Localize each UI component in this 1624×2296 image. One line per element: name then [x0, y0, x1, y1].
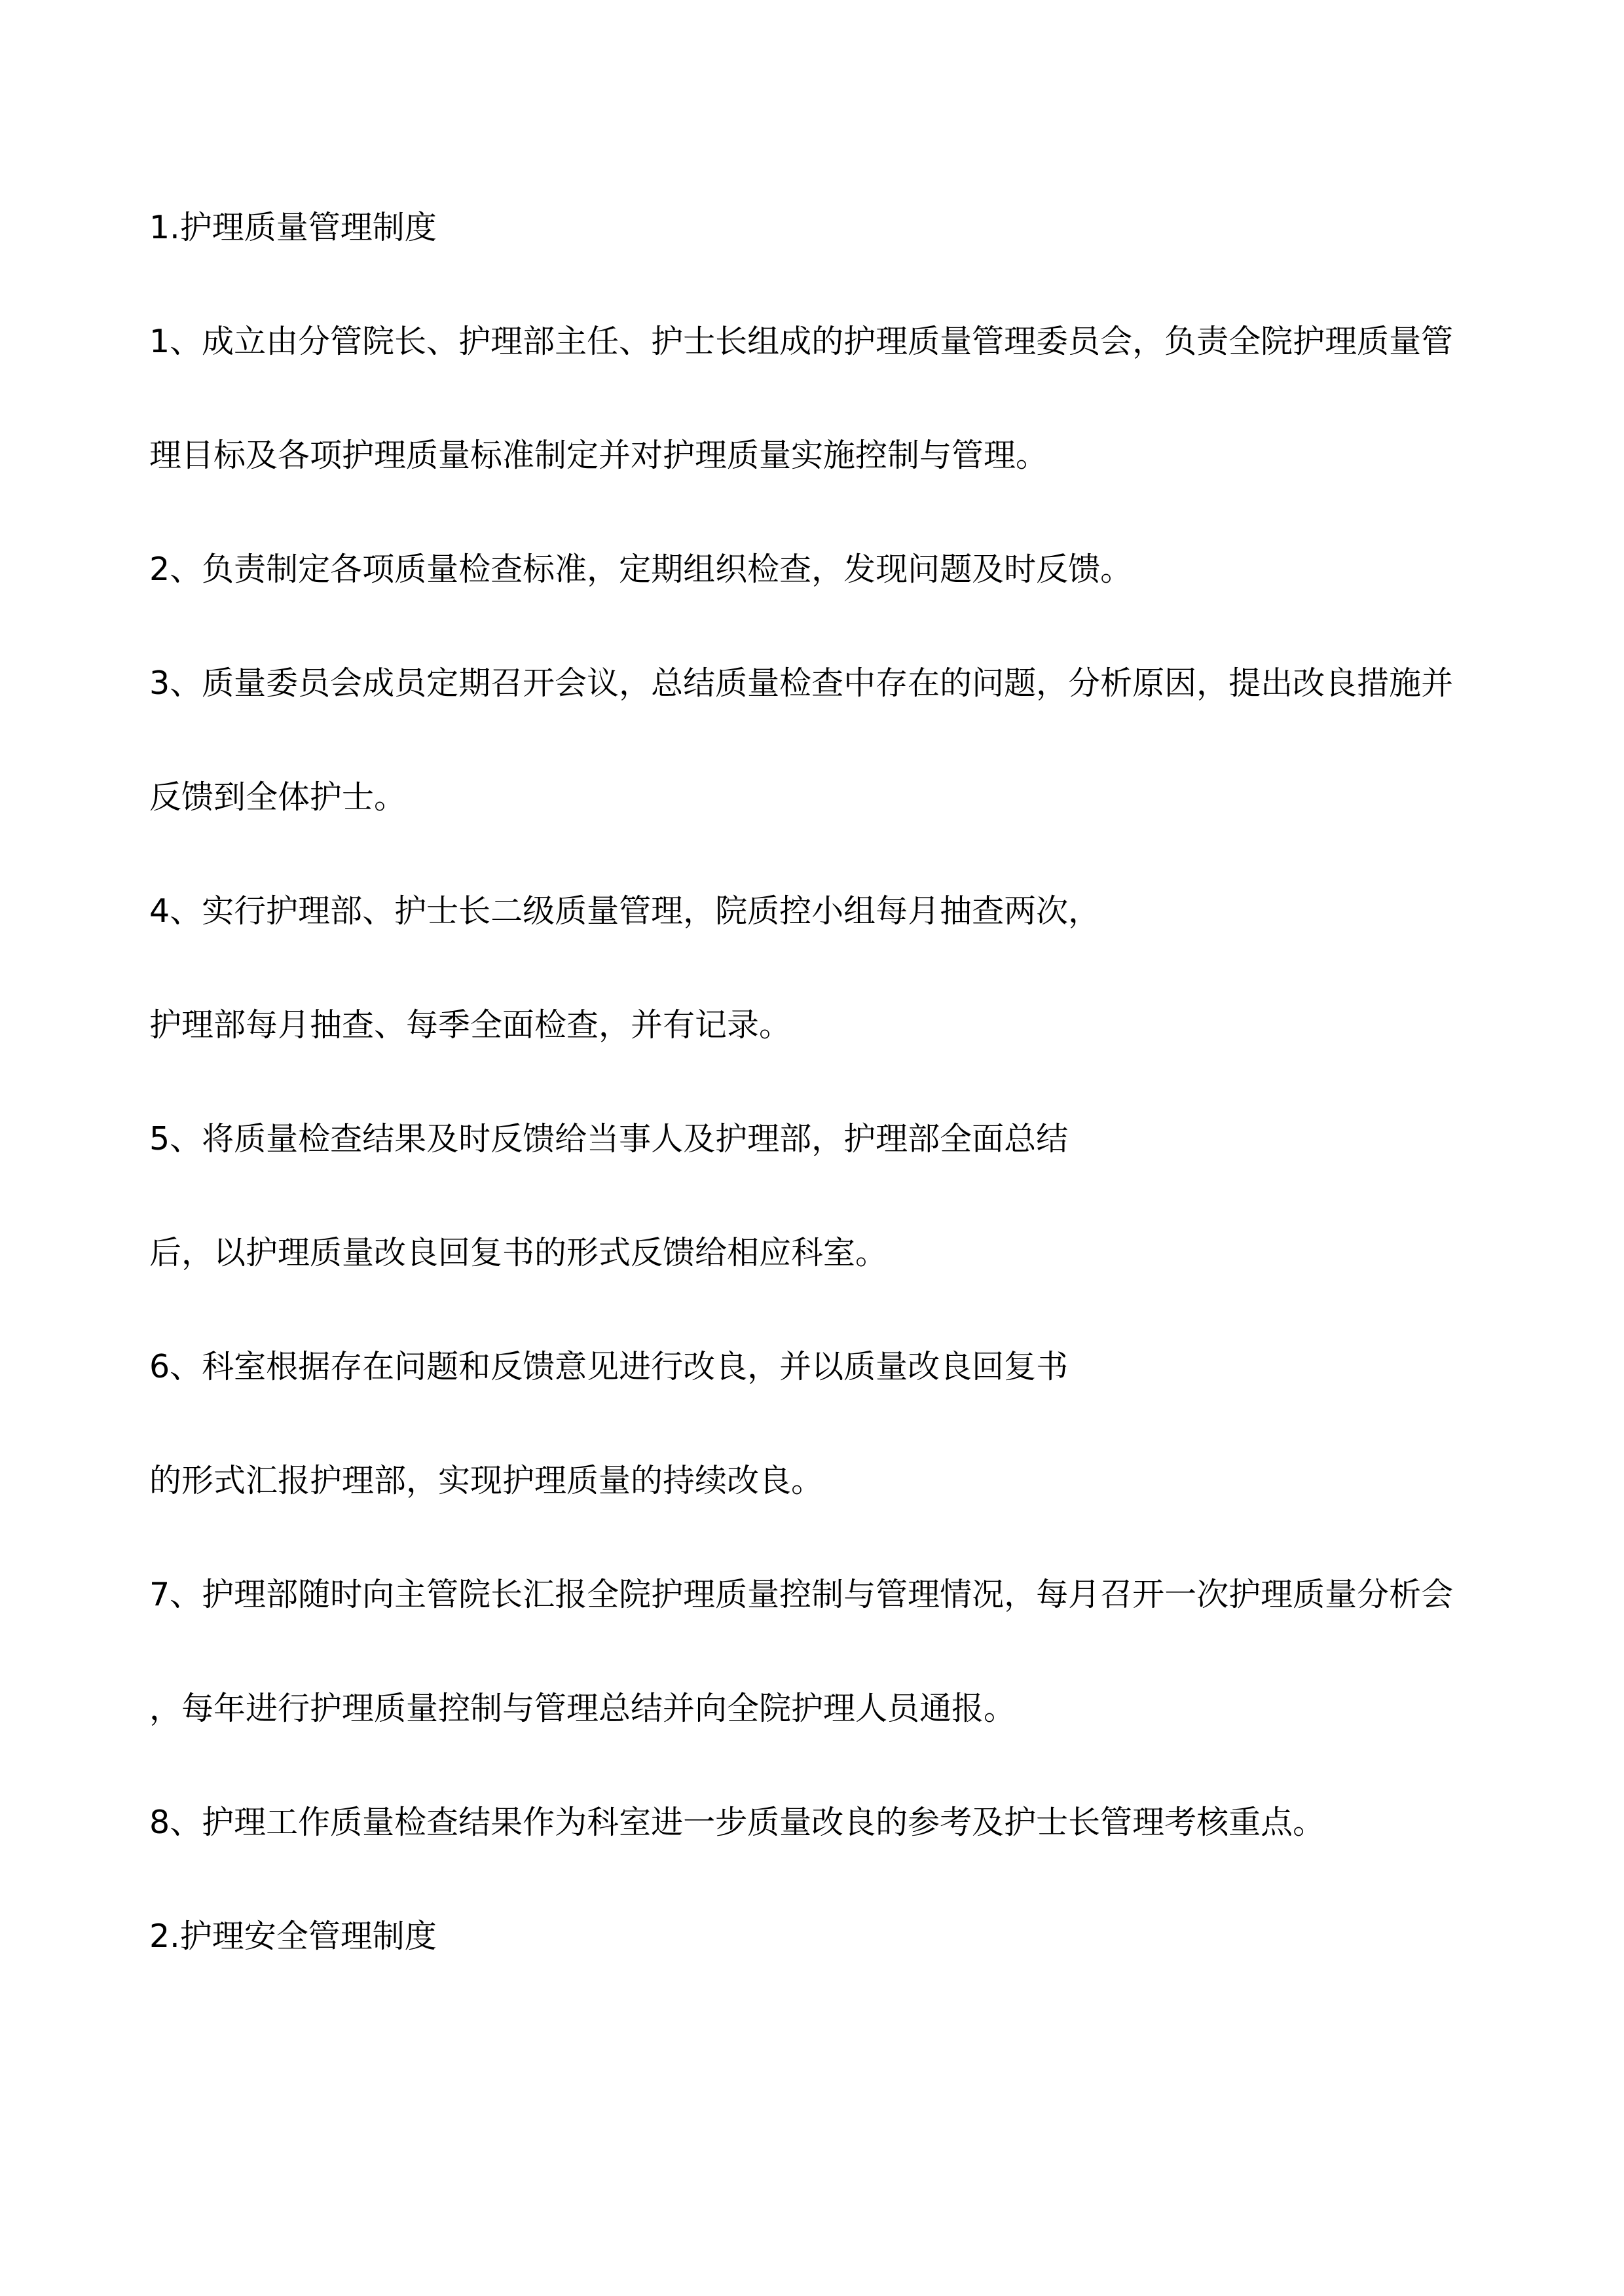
- paragraph-line: 护理部每月抽查、每季全面检查，并有记录。: [149, 1006, 792, 1044]
- paragraph-line: 7、护理部随时向主管院长汇报全院护理质量控制与管理情况，每月召开一次护理质量分析会: [149, 1576, 1454, 1613]
- section-heading-quality: 1.护理质量管理制度: [149, 209, 437, 246]
- paragraph-line: 5、将质量检查结果及时反馈给当事人及护理部，护理部全面总结: [149, 1120, 1069, 1157]
- paragraph-line: 4、实行护理部、护士长二级质量管理，院质控小组每月抽查两次，: [149, 892, 1101, 930]
- paragraph-line: ，每年进行护理质量控制与管理总结并向全院护理人员通报。: [149, 1690, 1016, 1727]
- section-heading-safety: 2.护理安全管理制度: [149, 1918, 437, 1955]
- paragraph-line: 的形式汇报护理部，实现护理质量的持续改良。: [149, 1462, 824, 1499]
- paragraph-line: 理目标及各项护理质量标准制定并对护理质量实施控制与管理。: [149, 437, 1048, 474]
- paragraph-line: 8、护理工作质量检查结果作为科室进一步质量改良的参考及护士长管理考核重点。: [149, 1804, 1325, 1841]
- paragraph-line: 6、科室根据存在问题和反馈意见进行改良，并以质量改良回复书: [149, 1348, 1069, 1385]
- paragraph-line: 1、成立由分管院长、护理部主任、护士长组成的护理质量管理委员会，负责全院护理质量管: [149, 323, 1454, 360]
- paragraph-line: 反馈到全体护士。: [149, 778, 407, 816]
- paragraph-line: 2、负责制定各项质量检查标准，定期组织检查，发现问题及时反馈。: [149, 551, 1133, 588]
- paragraph-line: 后，以护理质量改良回复书的形式反馈给相应科室。: [149, 1234, 888, 1271]
- paragraph-line: 3、质量委员会成员定期召开会议，总结质量检查中存在的问题，分析原因，提出改良措施并: [149, 665, 1454, 702]
